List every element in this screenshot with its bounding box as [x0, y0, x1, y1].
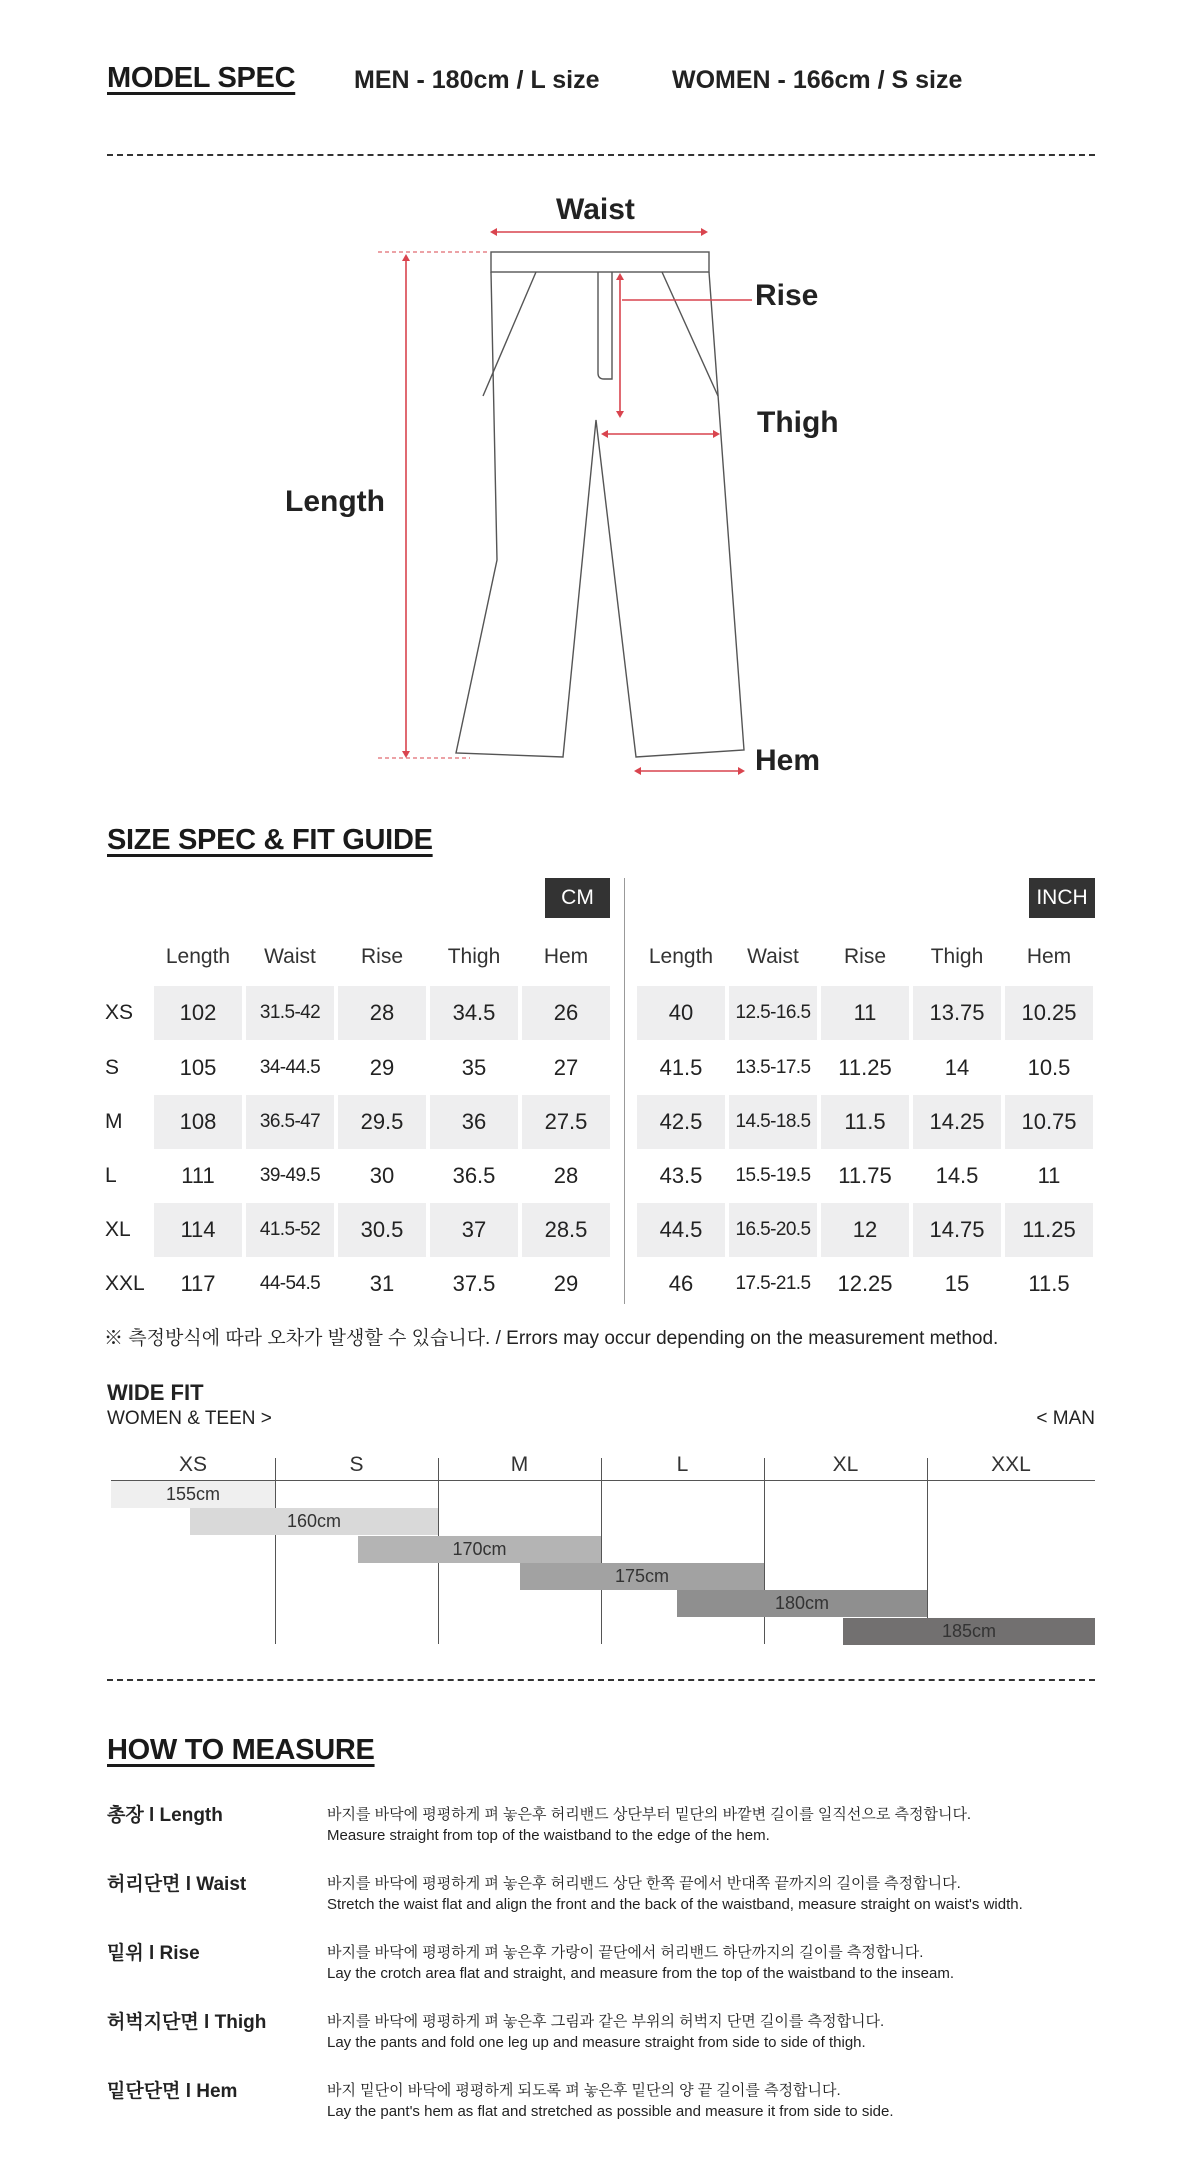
inch-value-cell: 44.5 — [637, 1203, 725, 1257]
section-divider-2 — [107, 1679, 1095, 1681]
cm-value-cell: 37 — [430, 1203, 518, 1257]
inch-value-cell: 11.25 — [838, 1055, 892, 1080]
inch-value-cell: 11.5 — [821, 1095, 909, 1149]
measure-instruction-en: Lay the pants and fold one leg up and measure straight from side to side of thigh. — [327, 2034, 866, 2051]
fit-size-header: S — [349, 1453, 364, 1476]
measure-instruction-ko: 바지를 바닥에 평평하게 펴 놓은후 가랑이 끝단에서 허리밴드 하단까지의 길이를 측정합니다. — [327, 1944, 924, 1961]
cm-column-header: Hem — [543, 945, 589, 968]
fit-height-bar: 175cm — [520, 1563, 764, 1590]
cm-value-cell: 29 — [553, 1271, 579, 1296]
model-spec-title: MODEL SPEC — [107, 62, 296, 94]
inch-value-cell: 15.5-19.5 — [735, 1165, 811, 1186]
model-spec-men: MEN - 180cm / L size — [354, 66, 600, 94]
inch-column-header: Length — [648, 945, 714, 968]
inch-value-cell: 11.75 — [838, 1163, 892, 1188]
cm-column-header: Rise — [360, 945, 403, 968]
fit-height-bar: 170cm — [358, 1536, 601, 1563]
cm-value-cell: 36.5 — [452, 1163, 496, 1188]
fit-column-line — [275, 1458, 276, 1644]
measure-label: 허리단면 l Waist — [107, 1874, 247, 1895]
waist-label: Waist — [556, 193, 635, 226]
fit-column-line — [601, 1458, 602, 1644]
cm-value-cell: 117 — [180, 1271, 216, 1296]
fit-size-header: M — [510, 1453, 529, 1476]
inch-badge: INCH — [1029, 878, 1095, 918]
fit-height-bar: 180cm — [677, 1590, 927, 1617]
inch-value-cell: 13.5-17.5 — [735, 1057, 811, 1078]
measure-label: 밑단단면 l Hem — [107, 2081, 238, 2102]
inch-value-cell: 11 — [821, 986, 909, 1040]
inch-column-header: Thigh — [930, 945, 984, 968]
cm-value-cell: 111 — [181, 1163, 215, 1188]
rise-label: Rise — [755, 279, 819, 312]
inch-value-cell: 10.75 — [1005, 1095, 1093, 1149]
hem-label: Hem — [755, 744, 821, 777]
measure-instruction-en: Stretch the waist flat and align the front and the back of the waistband, measure straight on waist's width. — [327, 1896, 1023, 1913]
inch-value-cell: 17.5-21.5 — [735, 1273, 811, 1294]
cm-column-header: Waist — [264, 945, 316, 968]
inch-column-header: Rise — [843, 945, 886, 968]
inch-column-header: Waist — [747, 945, 799, 968]
fit-height-bar: 155cm — [111, 1481, 275, 1508]
size-row-label: L — [105, 1164, 117, 1187]
size-row-label: XL — [105, 1218, 131, 1241]
inch-value-cell: 12.25 — [837, 1271, 893, 1296]
how-to-measure-title: HOW TO MEASURE — [107, 1734, 375, 1766]
cm-value-cell: 28 — [553, 1163, 579, 1188]
inch-column-header: Hem — [1026, 945, 1072, 968]
cm-value-cell: 31.5-42 — [246, 986, 334, 1040]
cm-badge: CM — [545, 878, 610, 918]
measurement-note: ※ 측정방식에 따라 오차가 발생할 수 있습니다. / Errors may occur depending on the measurement method. — [104, 1328, 999, 1349]
inch-value-cell: 40 — [637, 986, 725, 1040]
inch-value-cell: 15 — [944, 1271, 970, 1296]
fit-size-header: XS — [178, 1453, 207, 1476]
fit-size-header: XL — [832, 1453, 859, 1476]
fit-right-label: < MAN — [1036, 1408, 1095, 1429]
cm-value-cell: 37.5 — [452, 1271, 496, 1296]
table-divider — [624, 878, 625, 1304]
measure-instruction-ko: 바지를 바닥에 평평하게 펴 놓은후 그림과 같은 부위의 허벅지 단면 길이를 측정합니다. — [327, 2013, 885, 2030]
model-spec-women: WOMEN - 166cm / S size — [672, 66, 963, 94]
section-divider — [107, 154, 1095, 156]
cm-value-cell: 105 — [179, 1055, 217, 1080]
fit-size-header: XXL — [991, 1453, 1031, 1476]
fit-title: WIDE FIT — [107, 1380, 204, 1405]
cm-value-cell: 28 — [338, 986, 426, 1040]
inch-value-cell: 14.25 — [913, 1095, 1001, 1149]
measure-instruction-en: Measure straight from top of the waistband to the edge of the hem. — [327, 1827, 770, 1844]
inch-value-cell: 14 — [944, 1055, 970, 1080]
cm-value-cell: 36 — [430, 1095, 518, 1149]
measure-instruction-ko: 바지를 바닥에 평평하게 펴 놓은후 허리밴드 상단부터 밑단의 바깥변 길이를 일직선으로 측정합니다. — [327, 1806, 972, 1823]
inch-value-cell: 12.5-16.5 — [729, 986, 817, 1040]
cm-value-cell: 34-44.5 — [259, 1057, 321, 1078]
cm-value-cell: 26 — [522, 986, 610, 1040]
inch-value-cell: 11.25 — [1005, 1203, 1093, 1257]
inch-value-cell: 16.5-20.5 — [729, 1203, 817, 1257]
cm-value-cell: 29 — [369, 1055, 395, 1080]
inch-value-cell: 10.5 — [1027, 1055, 1071, 1080]
cm-value-cell: 30.5 — [338, 1203, 426, 1257]
cm-value-cell: 39-49.5 — [259, 1165, 321, 1186]
cm-value-cell: 34.5 — [430, 986, 518, 1040]
inch-value-cell: 13.75 — [913, 986, 1001, 1040]
cm-value-cell: 108 — [154, 1095, 242, 1149]
cm-column-header: Thigh — [447, 945, 501, 968]
thigh-label: Thigh — [757, 406, 839, 439]
measure-label: 총장 l Length — [107, 1805, 223, 1826]
fit-column-line — [927, 1458, 928, 1644]
cm-column-header: Length — [165, 945, 231, 968]
inch-value-cell: 12 — [821, 1203, 909, 1257]
inch-value-cell: 11.5 — [1028, 1271, 1070, 1296]
inch-value-cell: 10.25 — [1005, 986, 1093, 1040]
size-spec-title: SIZE SPEC & FIT GUIDE — [107, 824, 433, 856]
size-row-label: XXL — [105, 1272, 145, 1295]
cm-value-cell: 28.5 — [522, 1203, 610, 1257]
inch-value-cell: 14.5-18.5 — [729, 1095, 817, 1149]
cm-value-cell: 30 — [369, 1163, 395, 1188]
size-row-label: XS — [105, 1001, 134, 1024]
measure-instruction-en: Lay the pant's hem as flat and stretched as possible and measure it from side to side. — [327, 2103, 894, 2120]
inch-value-cell: 41.5 — [659, 1055, 703, 1080]
cm-value-cell: 44-54.5 — [259, 1273, 321, 1294]
size-row-label: S — [105, 1056, 120, 1079]
inch-value-cell: 14.75 — [913, 1203, 1001, 1257]
measure-instruction-ko: 바지를 바닥에 평평하게 펴 놓은후 허리밴드 상단 한쪽 끝에서 반대쪽 끝까지의 길이를 측정합니다. — [327, 1875, 961, 1892]
cm-value-cell: 114 — [154, 1203, 242, 1257]
inch-value-cell: 43.5 — [659, 1163, 703, 1188]
cm-value-cell: 29.5 — [338, 1095, 426, 1149]
cm-value-cell: 102 — [154, 986, 242, 1040]
cm-value-cell: 27 — [553, 1055, 579, 1080]
length-label: Length — [285, 485, 385, 518]
measure-instruction-en: Lay the crotch area flat and straight, and measure from the top of the waistband to the inseam. — [327, 1965, 955, 1982]
measure-label: 밑위 l Rise — [107, 1943, 200, 1964]
cm-value-cell: 31 — [369, 1271, 395, 1296]
cm-value-cell: 41.5-52 — [246, 1203, 334, 1257]
measure-instruction-ko: 바지 밑단이 바닥에 평평하게 되도록 펴 놓은후 밑단의 양 끝 길이를 측정합니다. — [327, 2082, 841, 2099]
cm-value-cell: 35 — [461, 1055, 487, 1080]
inch-value-cell: 14.5 — [935, 1163, 979, 1188]
fit-size-header: L — [676, 1453, 689, 1476]
pants-measurement-diagram — [0, 160, 1200, 800]
fit-height-bar: 160cm — [190, 1508, 438, 1535]
inch-value-cell: 11 — [1037, 1163, 1061, 1188]
cm-value-cell: 36.5-47 — [246, 1095, 334, 1149]
fit-left-label: WOMEN & TEEN > — [107, 1408, 272, 1429]
size-row-label: M — [105, 1110, 123, 1133]
pants-outline — [456, 252, 744, 757]
fit-height-bar: 185cm — [843, 1618, 1095, 1645]
measure-label: 허벅지단면 l Thigh — [107, 2012, 267, 2033]
inch-value-cell: 46 — [668, 1271, 694, 1296]
inch-value-cell: 42.5 — [637, 1095, 725, 1149]
cm-value-cell: 27.5 — [522, 1095, 610, 1149]
